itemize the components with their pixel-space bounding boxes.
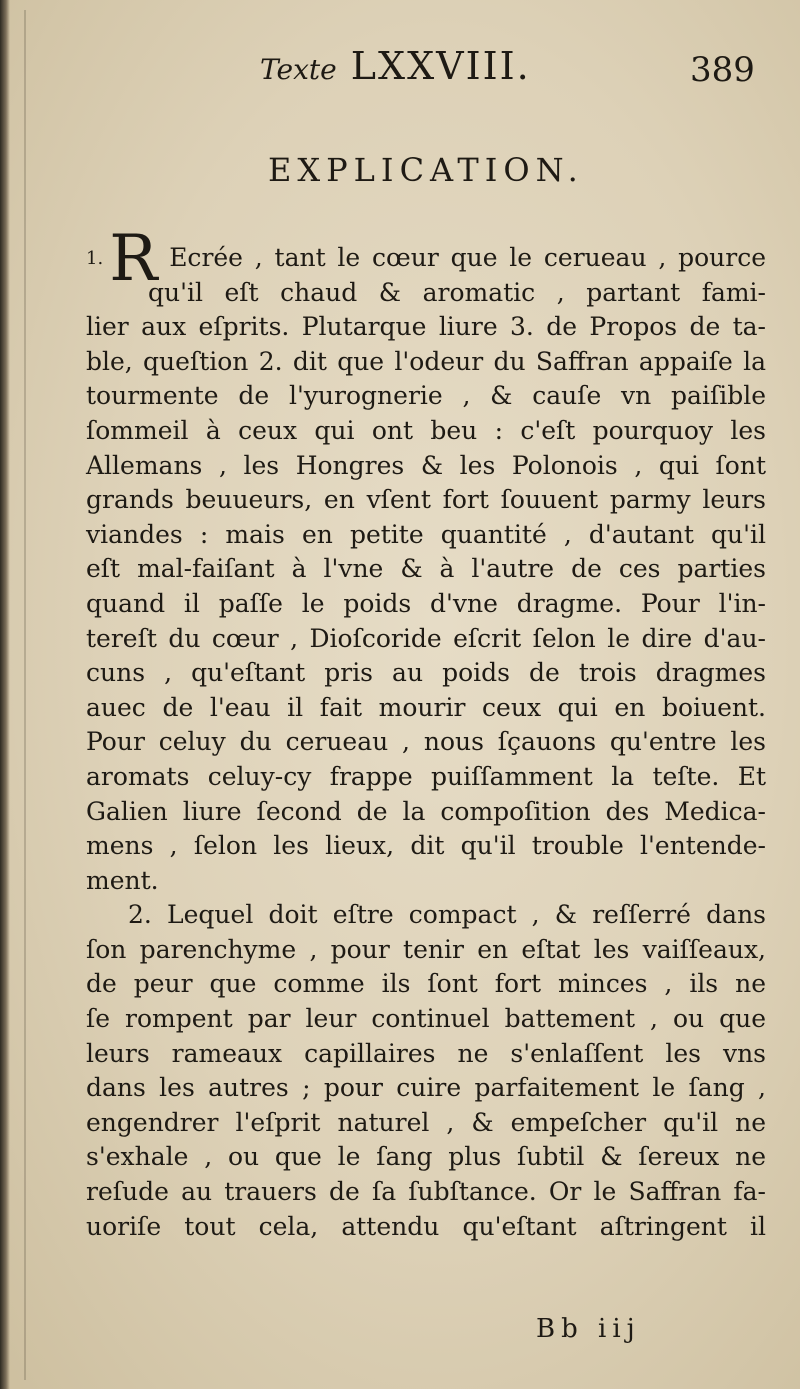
drop-cap: R: [109, 222, 158, 296]
text-line: ble, queſtion 2. dit que l'odeur du Saffran appaiſe la: [86, 346, 766, 376]
text-line: ſommeil à ceux qui ont beu : c'eſt pourquoy les: [86, 415, 766, 445]
text-line: Galien liure ſecond de la compoſition des Medica-: [86, 796, 766, 826]
text-line: eſt mal-faiſant à l'vne & à l'autre de ces parties: [86, 554, 766, 584]
text-line: ment.: [86, 865, 159, 895]
text-line: Allemans , les Hongres & les Polonois , qui ſont: [86, 450, 766, 480]
text-line: tereſt du cœur , Dioſcoride eſcrit ſelon le dire d'au-: [86, 623, 766, 653]
text-line: cuns , qu'eſtant pris au poids de trois dragmes: [86, 658, 766, 688]
running-head: [260, 42, 560, 90]
text-line: de peur que comme ils ſont fort minces , ils ne: [86, 969, 766, 999]
gutter-shadow: [24, 10, 26, 1380]
text-line: qu'il eſt chaud & aromatic , partant fami-: [148, 277, 766, 307]
text-line: mens , ſelon les lieux, dit qu'il trouble l'entende-: [86, 831, 766, 861]
text-line: Pour celuy du cerueau , nous ſçauons qu'entre les: [86, 727, 766, 757]
text-line: 1.R Ecrée , tant le cœur que le cerueau , pource: [86, 222, 766, 296]
text-line: 2. Lequel doit eſtre compact , & reſſerré dans: [128, 900, 766, 930]
text-line: auec de l'eau il fait mourir ceux qui en boiuent.: [86, 692, 766, 722]
text-line: viandes : mais en petite quantité , d'autant qu'il: [86, 519, 766, 549]
section-title: EXPLICATION.: [268, 151, 584, 189]
text-line: quand il paſſe le poids d'vne dragme. Pour l'in-: [86, 588, 766, 618]
text-line: leurs rameaux capillaires ne s'enlaſſent les vns: [86, 1038, 766, 1068]
body-text: [86, 222, 766, 1244]
signature-mark: Bb iij: [536, 1314, 641, 1344]
text-line: ſon parenchyme , pour tenir en eſtat les vaiſſeaux,: [86, 934, 766, 964]
page-number: 389: [690, 50, 755, 90]
text-line: aromats celuy-cy frappe puiſſamment la teſte. Et: [86, 761, 766, 791]
text-line: tourmente de l'yurognerie , & cauſe vn paiſible: [86, 381, 766, 411]
text-line: uoriſe tout cela, attendu qu'eſtant aſtringent il: [86, 1211, 766, 1241]
text-line: dans les autres ; pour cuire parfaitement le ſang ,: [86, 1073, 766, 1103]
running-head-texte: Texte: [260, 53, 337, 86]
text-line: s'exhale , ou que le ſang plus ſubtil & ſereux ne: [86, 1142, 766, 1172]
text-line: grands beuueurs, en vſent fort ſouuent parmy leurs: [86, 485, 766, 515]
text-line: ſe rompent par leur continuel battement , ou que: [86, 1004, 766, 1034]
text-line: engendrer l'eſprit naturel , & empeſcher qu'il ne: [86, 1107, 766, 1137]
text-line: lier aux eſprits. Plutarque liure 3. de Propos de ta-: [86, 312, 766, 342]
paragraph-number: 1.: [86, 248, 104, 269]
text-line: reſude au trauers de ſa ſubſtance. Or le Saffran fa-: [86, 1177, 766, 1207]
running-head-title: LXXVIII.: [350, 44, 531, 88]
binding-edge: [0, 0, 10, 1389]
